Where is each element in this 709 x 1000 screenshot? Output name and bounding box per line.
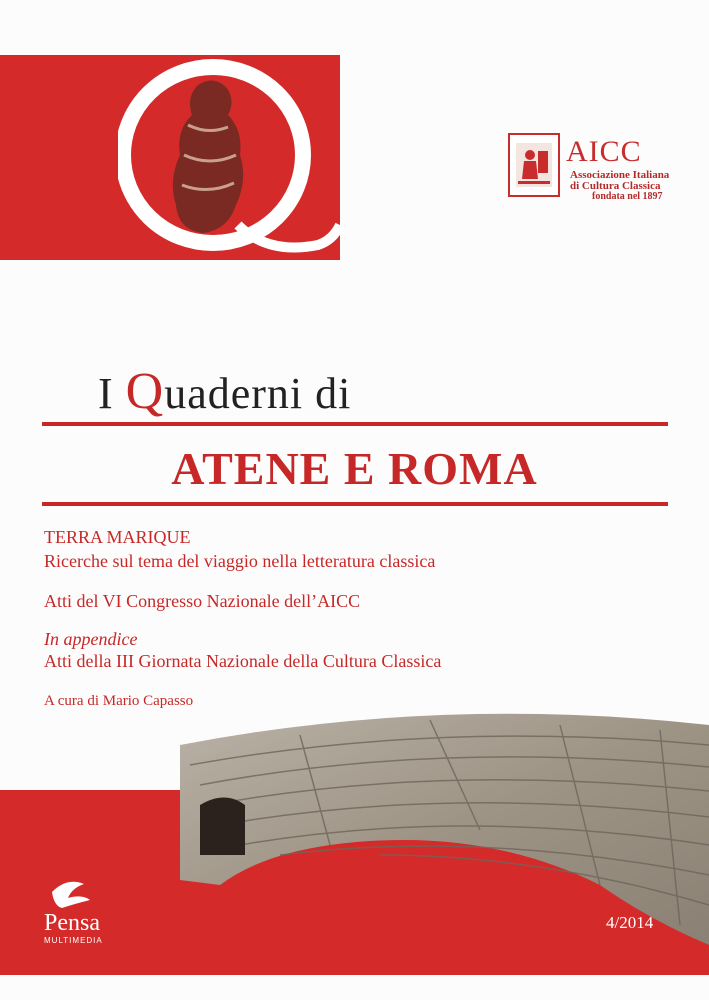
scholar-icon — [510, 135, 558, 195]
aicc-logo — [508, 133, 688, 203]
theatre-image — [180, 705, 709, 945]
volume-subtitle: Ricerche sul tema del viaggio nella letteratura classica — [44, 551, 436, 571]
bottom-divider — [42, 502, 668, 506]
curator: A cura di Mario Capasso — [44, 693, 194, 709]
journal-title: ATENE E ROMA — [171, 443, 538, 494]
volume-title: TERRA MARIQUE — [44, 527, 191, 547]
aicc-line-1: Associazione Italiana — [570, 169, 670, 181]
publisher-sub: MULTIMEDIA — [44, 936, 103, 945]
appendix-label: In appendice — [44, 629, 138, 649]
series-title — [98, 362, 351, 421]
aicc-emblem — [508, 133, 560, 197]
top-divider — [42, 422, 668, 426]
issue-number: 4/2014 — [606, 913, 654, 932]
aicc-line-2: di Cultura Classica — [570, 180, 661, 192]
aicc-line-3: fondata nel 1897 — [592, 191, 663, 202]
q-monogram-icon — [118, 55, 348, 275]
appendix-text: Atti della III Giornata Nazionale della Cultura Classica — [44, 651, 442, 671]
aicc-title: AICC — [566, 135, 642, 168]
proceedings: Atti del VI Congresso Nazionale dell’AICC — [44, 591, 361, 611]
series-rest: uaderni di — [164, 369, 352, 418]
series-prefix: I — [98, 369, 126, 418]
publisher-name: Pensa — [44, 910, 100, 936]
series-initial: Q — [125, 363, 165, 420]
